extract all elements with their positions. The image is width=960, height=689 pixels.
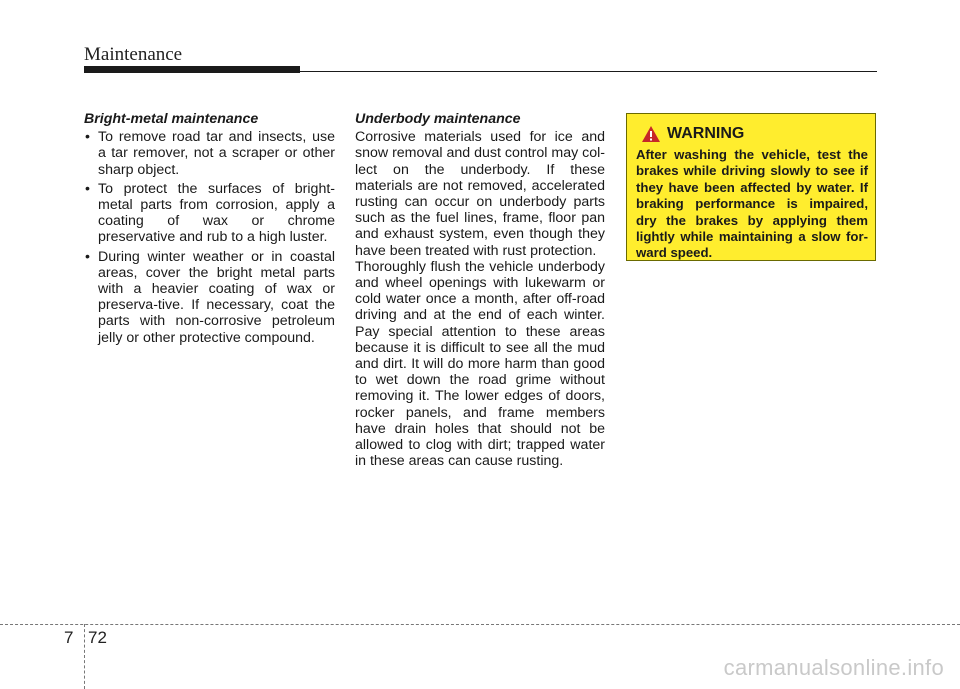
header-rule xyxy=(300,71,877,72)
header-accent-bar xyxy=(84,66,300,73)
warning-box xyxy=(626,113,876,261)
bright-metal-section xyxy=(84,111,335,349)
list-item: • To protect the surfaces of bright-metal parts from corrosion, apply a coating of wax or chrome preservative and rub to a high luster. xyxy=(84,181,335,246)
footer-divider xyxy=(84,624,85,689)
warning-text: After washing the vehicle, test the brakes while driving slowly to see if they have been affected by water. If braking performance is impaired, dry the brakes by applying them lightly while maintaining a slow for-ward speed. xyxy=(636,147,868,261)
underbody-section xyxy=(355,111,605,469)
watermark: carmanualsonline.info xyxy=(723,655,944,680)
page-number: 72 xyxy=(88,628,107,647)
warning-header xyxy=(641,123,744,145)
chapter-number: 7 xyxy=(64,628,74,647)
warning-title: WARNING xyxy=(667,125,745,142)
bright-metal-list xyxy=(84,129,335,346)
footer-rule xyxy=(0,624,960,625)
warning-triangle-icon xyxy=(641,125,661,143)
underbody-title: Underbody maintenance xyxy=(355,111,521,127)
underbody-paragraph: Corrosive materials used for ice and snow removal and dust control may col-lect on the underbody. If these materials are not removed, accelerated rusting can occur on underbody parts such as the fuel lines, frame, floor pan and exhaust system, even though they have been treated with rust protection. xyxy=(355,129,605,259)
bright-metal-title: Bright-metal maintenance xyxy=(84,111,259,127)
list-item: • To remove road tar and insects, use a tar remover, not a scraper or other sharp object. xyxy=(84,129,335,178)
page-header-title: Maintenance xyxy=(84,44,183,65)
underbody-paragraph: Thoroughly flush the vehicle underbody and wheel openings with lukewarm or cold water once a month, after off-road driving and at the end of each winter. Pay special attention to these areas because it is difficult to see all the mud and dirt. It will do more harm than good to wet down the road grime without removing it. The lower edges of doors, rocker panels, and frame members have drain holes that should not be allowed to clog with dirt; trapped water in these areas can cause rusting. xyxy=(355,258,605,470)
list-item: • During winter weather or in coastal areas, cover the bright metal parts with a heavier coating of wax or preserva-tive. If necessary, coat the parts with non-corrosive petroleum jelly or other protective compound. xyxy=(84,249,335,346)
